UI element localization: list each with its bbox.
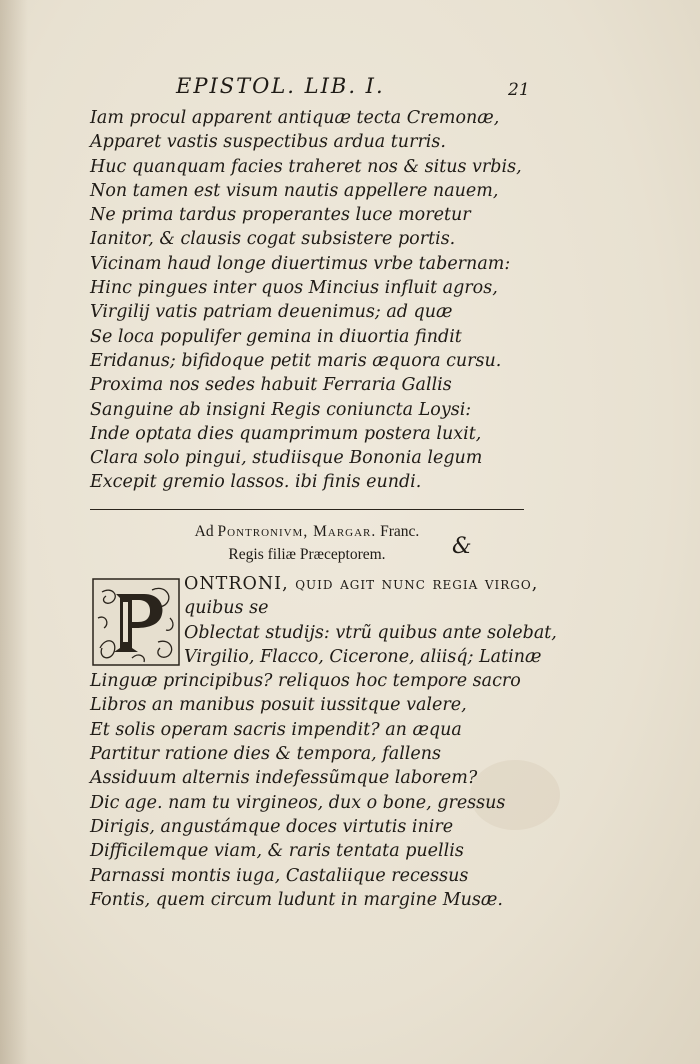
verse-line: Hinc pingues inter quos Mincius influit agros, — [90, 278, 498, 299]
verse-line: Excepit gremio lassos. ibi finis eundi. — [90, 472, 422, 493]
heading-margar: Margar. — [308, 523, 377, 540]
running-head: EPISTOL. LIB. I. — [176, 74, 385, 98]
verse-line: Fontis, quem circum ludunt in margine Musæ. — [90, 889, 503, 910]
heading-line-2: Regis filiæ Præceptorem. — [228, 546, 386, 563]
verse-line: Se loca populifer gemina in diuortia findit — [90, 326, 462, 347]
verse-line: Iam procul apparent antiquæ tecta Cremonæ, — [90, 108, 500, 128]
handwritten-mark: & — [452, 534, 472, 559]
verse-line: Partitur ratione dies & tempora, fallens — [90, 744, 441, 765]
heading-franc: Franc. — [376, 523, 420, 540]
section-divider — [90, 509, 524, 510]
page-number: 21 — [508, 80, 530, 100]
verse-line: Libros an manibus posuit iussitque valere, — [90, 695, 467, 716]
verse-line: Oblectat studijs: vtrũ quibus ante solebat, — [184, 622, 557, 643]
verse-line: Virgilio, Flacco, Cicerone, aliisq́; Latinæ — [184, 646, 542, 667]
heading-recipient: Pontronivm, — [217, 523, 309, 540]
verse-line: Assiduum alternis indefessũmque laborem? — [90, 768, 478, 789]
verse-line: Apparet vastis suspectibus ardua turris. — [90, 132, 446, 153]
poem-second — [90, 572, 557, 912]
verse-line: Dirigis, angustámque doces virtutis inire — [90, 816, 454, 837]
verse-line: Clara solo pingui, studiisque Bononia legum — [90, 448, 483, 469]
poem-top — [90, 106, 530, 495]
verse-line: Eridanus; bifidoque petit maris æquora cursu. — [90, 350, 502, 371]
verse-line: Parnassi montis iuga, Castaliique recessus — [90, 865, 469, 886]
verse-line: Ianitor, & clausis cogat subsistere portis. — [90, 229, 456, 250]
opening-line: ONTRONI, quid agit nunc regia virgo, — [184, 574, 539, 594]
verse-line: Difficilemque viam, & raris tentata puellis — [90, 841, 464, 862]
verse-line: Vicinam haud longe diuertimus vrbe tabernam: — [90, 253, 511, 274]
verse-line: Linguæ principibus? reliquos hoc tempore sacro — [90, 671, 521, 692]
verse-line: Inde optata dies quamprimum postera luxit, — [90, 423, 482, 444]
verse-line: Non tamen est visum nautis appellere nauem, — [90, 180, 499, 201]
gutter-shadow — [0, 0, 28, 1064]
verse-line: Sanguine ab insigni Regis coniuncta Loysi: — [90, 399, 472, 420]
verse-line: Ne prima tardus properantes luce moretur — [90, 205, 471, 226]
heading-prefix: Ad — [194, 523, 218, 540]
verse-line: Dic age. nam tu virgineos, dux o bone, gressus — [90, 792, 506, 813]
verse-line: Huc quanquam facies traheret nos & situs vrbis, — [90, 156, 522, 177]
verse-line — [90, 572, 539, 596]
page-header — [0, 74, 700, 104]
verse-line: Virgilij vatis patriam deuenimus; ad quæ — [90, 302, 453, 323]
verse-line: Proxima nos sedes habuit Ferraria Gallis — [90, 375, 452, 396]
verse-line: quibus se — [184, 598, 269, 619]
verse-line: Et solis operam sacris impendit? an æqua — [90, 719, 462, 740]
